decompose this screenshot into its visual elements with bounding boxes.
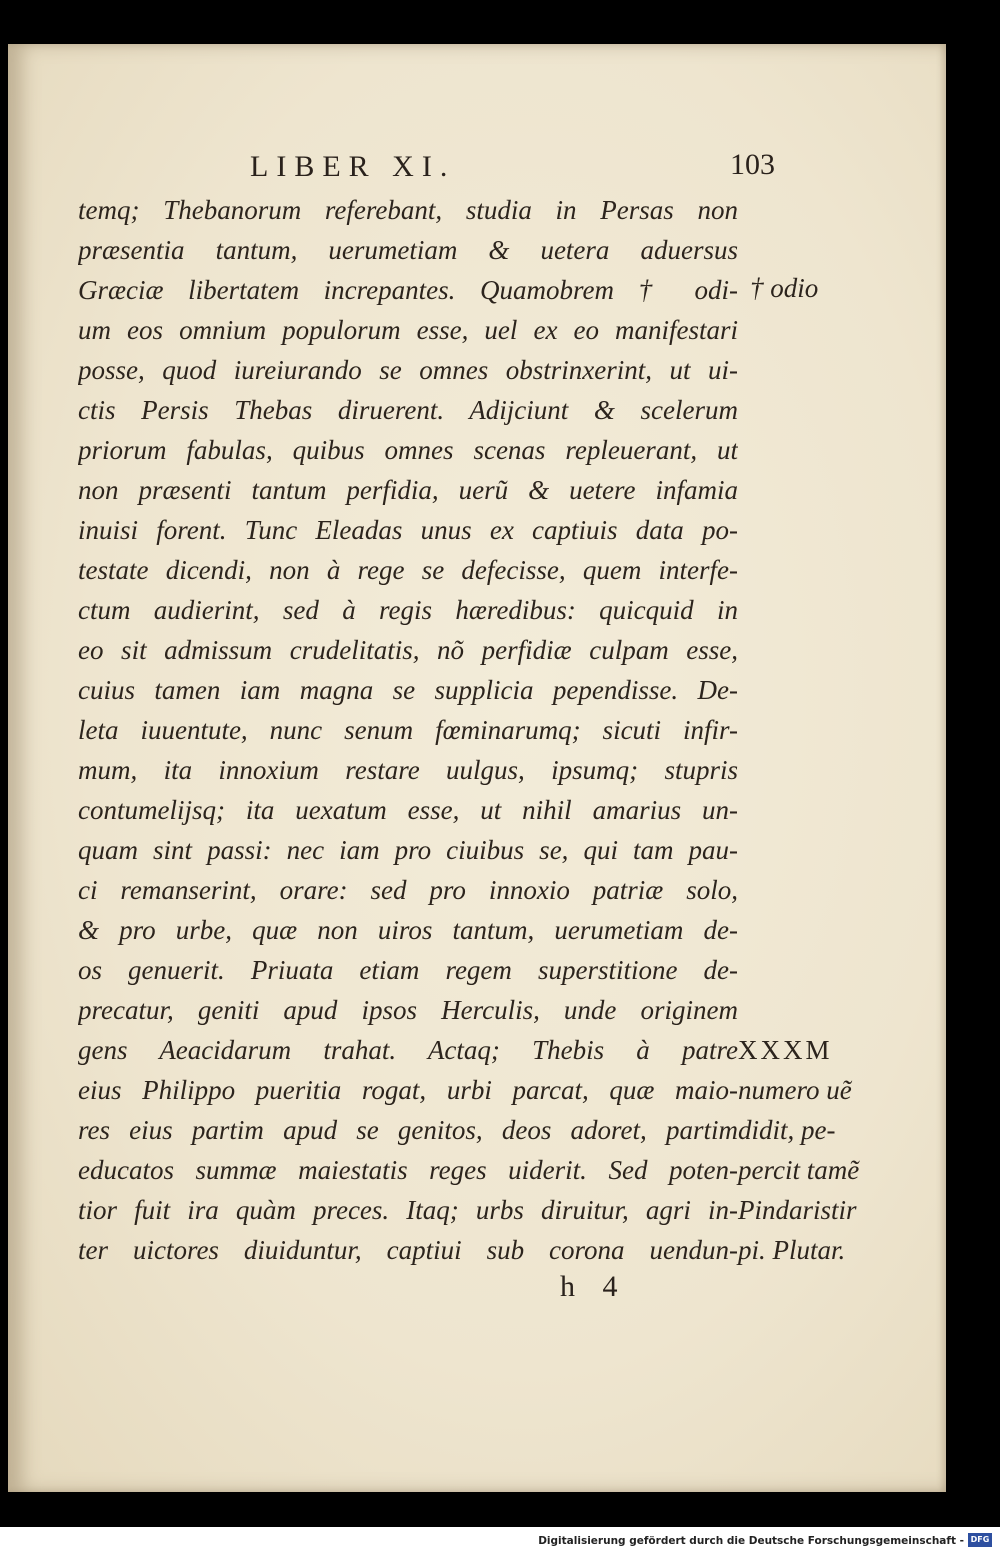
text-line: res eius partim apud se genitos, deos adoret, partim: [78, 1115, 738, 1145]
marginal-note-numeral: XXXM: [738, 1035, 833, 1065]
text-line: testate dicendi, non à rege se defecisse, quem interfe-: [78, 555, 738, 585]
text-line: um eos omnium populorum esse, uel ex eo manifestari: [78, 315, 738, 345]
marginal-note-line: pi. Plutar.: [738, 1235, 846, 1265]
text-line: tior fuit ira quàm preces. Itaq; urbs diruitur, agri in-: [78, 1195, 738, 1225]
text-line: non præsenti tantum perfidia, uerũ & uetere infamia: [78, 475, 738, 505]
text-line: ci remanserint, orare: sed pro innoxio patriæ solo,: [78, 875, 738, 905]
marginal-note-line: numero uẽ: [738, 1075, 852, 1105]
text-line: os genuerit. Priuata etiam regem superstitione de-: [78, 955, 738, 985]
text-line: & pro urbe, quæ non uiros tantum, uerumetiam de-: [78, 915, 738, 945]
text-line: contumelijsq; ita uexatum esse, ut nihil amarius un-: [78, 795, 738, 825]
marginal-note-line: † odio: [750, 273, 819, 303]
text-line: quam sint passi: nec iam pro ciuibus se, qui tam pau-: [78, 835, 738, 865]
text-line: mum, ita innoxium restare uulgus, ipsumq; stupris: [78, 755, 738, 785]
running-title: LIBER XI.: [250, 150, 456, 183]
body-text: [78, 190, 738, 1270]
text-line: gens Aeacidarum trahat. Actaq; Thebis à patre: [78, 1035, 738, 1065]
funding-credit: Digitalisierung gefördert durch die Deutsche Forschungsgemeinschaft -: [538, 1535, 964, 1547]
text-line: precatur, geniti apud ipsos Herculis, unde originem: [78, 995, 738, 1025]
marginal-note-odio: [750, 268, 818, 308]
text-line: inuisi forent. Tunc Eleadas unus ex captiuis data po-: [78, 515, 738, 545]
text-line: leta iuuentute, nunc senum fœminarumq; sicuti infir-: [78, 715, 738, 745]
text-line: priorum fabulas, quibus omnes scenas repleuerant, ut: [78, 435, 738, 465]
text-line: ctis Persis Thebas diruerent. Adijciunt & scelerum: [78, 395, 738, 425]
text-line: præsentia tantum, uerumetiam & uetera aduersus: [78, 235, 738, 265]
text-line: posse, quod iureiurando se omnes obstrinxerint, ut ui-: [78, 355, 738, 385]
marginal-note-plutarch: [738, 1030, 859, 1270]
text-line: ctum audierint, sed à regis hæredibus: quicquid in: [78, 595, 738, 625]
text-line: Græciæ libertatem increpantes. Quamobrem † odi-: [78, 275, 738, 305]
dfg-logo: DFG: [968, 1533, 992, 1547]
text-line: eius Philippo pueritia rogat, urbi parcat, quæ maio-: [78, 1075, 738, 1105]
marginal-note-line: percit tamẽ: [738, 1155, 860, 1185]
text-line: educatos summæ maiestatis reges uiderit. Sed poten-: [78, 1155, 738, 1185]
text-line: eo sit admissum crudelitatis, nõ perfidiæ culpam esse,: [78, 635, 738, 665]
marginal-note-line: Pindaristir: [738, 1195, 857, 1225]
running-head: [250, 150, 590, 184]
text-line: cuius tamen iam magna se supplicia pependisse. De-: [78, 675, 738, 705]
text-line: temq; Thebanorum referebant, studia in Persas non: [78, 195, 738, 225]
marginal-note-line: didit, pe-: [738, 1115, 836, 1145]
signature-mark: h 4: [560, 1270, 618, 1303]
page-number: 103: [730, 148, 775, 181]
text-line: ter uictores diuiduntur, captiui sub corona uendun-: [78, 1235, 738, 1265]
